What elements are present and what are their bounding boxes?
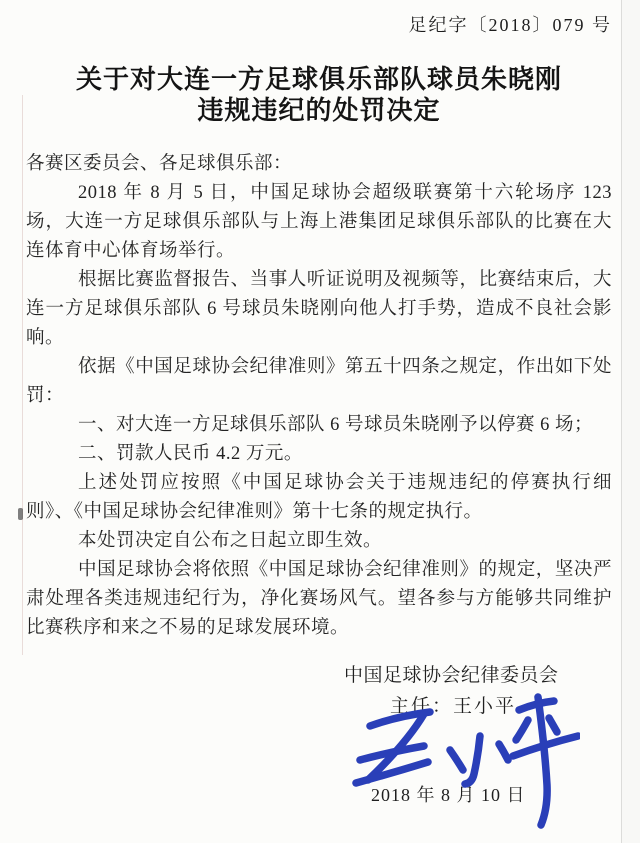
body-paragraph: 2018 年 8 月 5 日，中国足球协会超级联赛第十六轮场序 123 场，大连一方足球俱乐部队与上海上港集团足球俱乐部队的比赛在大连体育中心体育场举行。	[26, 183, 612, 261]
body-paragraph: 依据《中国足球协会纪律准则》第五十四条之规定，作出如下处罚：	[26, 357, 612, 406]
title-line-1: 关于对大连一方足球俱乐部队球员朱晓刚	[75, 65, 562, 94]
scan-line	[22, 95, 23, 655]
body-paragraph-item: 二、罚款人民币 4.2 万元。	[78, 444, 303, 464]
body-paragraph: 中国足球协会将依照《中国足球协会纪律准则》的规定，坚决严肃处理各类违规违纪行为，净化赛场风气。望各参与方能够共同维护比赛秩序和来之不易的足球发展环境。	[26, 560, 612, 638]
body-paragraph: 本处罚决定自公布之日起立即生效。	[78, 531, 383, 551]
title-line-2: 违规违纪的处罚决定	[197, 96, 441, 125]
signature-handwritten-icon	[320, 690, 580, 830]
document-body	[26, 150, 612, 643]
body-paragraph: 根据比赛监督报告、当事人听证说明及视频等，比赛结束后，大连一方足球俱乐部队 6 号球员朱晓刚向他人打手势，造成不良社会影响。	[26, 270, 612, 348]
scan-edge	[622, 0, 640, 843]
doc-number: 足纪字〔2018〕079 号	[408, 15, 612, 35]
body-paragraph-item: 一、对大连一方足球俱乐部队 6 号球员朱晓刚予以停赛 6 场；	[78, 415, 594, 435]
salutation: 各赛区委员会、各足球俱乐部：	[26, 154, 293, 174]
signoff-date: 2018 年 8 月 10 日	[371, 785, 526, 805]
body-paragraph: 上述处罚应按照《中国足球协会关于违规违纪的停赛执行细则》、《中国足球协会纪律准则》第十七条的规定执行。	[26, 473, 612, 522]
signoff-director-line: 主任：王小平	[390, 696, 517, 717]
scan-line	[621, 0, 622, 843]
document-title	[26, 64, 612, 126]
signoff-organization: 中国足球协会纪律委员会	[344, 665, 559, 686]
scan-smudge	[18, 508, 23, 520]
